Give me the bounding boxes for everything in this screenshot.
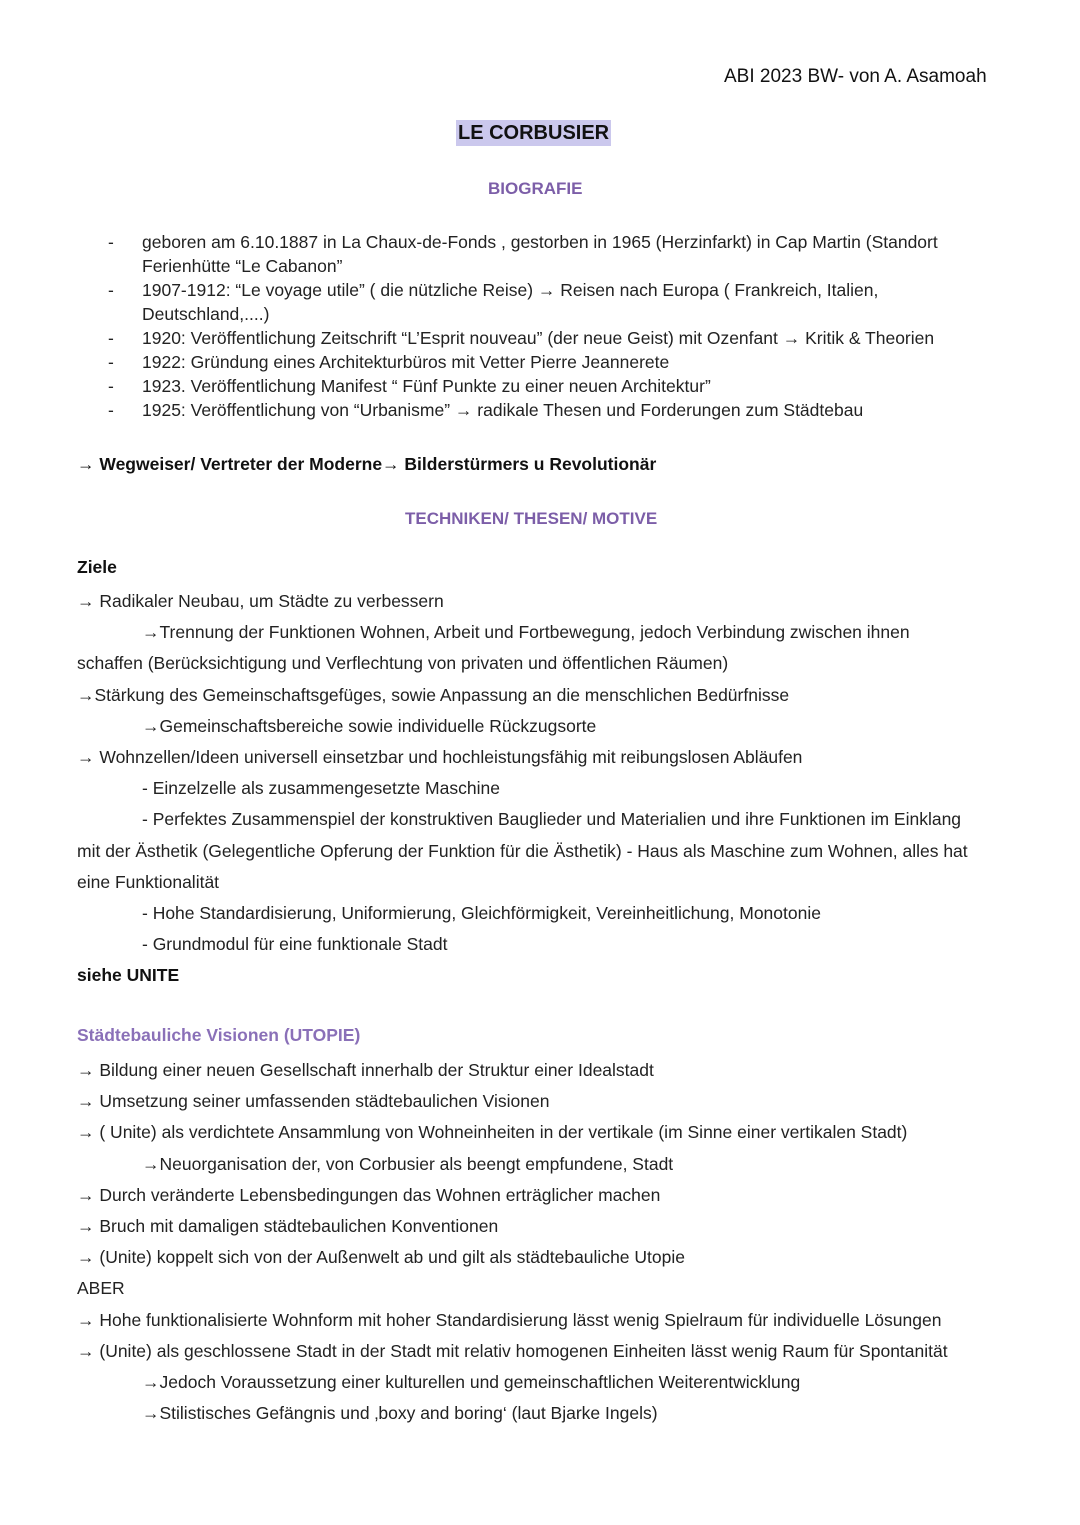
list-item-text: geboren am 6.10.1887 in La Chaux-de-Fonds , gestorben in 1965 (Herzinfarkt) in Cap Martin (Standort: [142, 232, 938, 252]
list-item: [108, 230, 938, 278]
list-item-text: 1922: Gründung eines Architekturbüros mit Vetter Pierre Jeannerete: [142, 352, 670, 372]
techniken-heading: TECHNIKEN/ THESEN/ MOTIVE: [405, 509, 658, 528]
list-dash: -: [108, 376, 114, 396]
text-line: → Hohe funktionalisierte Wohnform mit hoher Standardisierung lässt wenig Spielraum für individuelle Lösungen: [77, 1309, 942, 1330]
text-line: →Jedoch Voraussetzung einer kulturellen und gemeinschaftlichen Weiterentwicklung: [142, 1371, 801, 1392]
utopie-heading: Städtebauliche Visionen (UTOPIE): [77, 1025, 361, 1045]
text-line: → Wohnzellen/Ideen universell einsetzbar und hochleistungsfähig mit reibungslosen Abläufen: [77, 746, 803, 767]
list-item: [108, 398, 938, 422]
text-line: →Stilistisches Gefängnis und ‚boxy and boring‘ (laut Bjarke Ingels): [142, 1403, 658, 1424]
text-line: ABER: [77, 1278, 125, 1299]
text-line: →Gemeinschaftsbereiche sowie individuelle Rückzugsorte: [142, 715, 597, 736]
text-line: → Bildung einer neuen Gesellschaft innerhalb der Struktur einer Idealstadt: [77, 1060, 654, 1080]
text-line: → (Unite) als geschlossene Stadt in der Stadt mit relativ homogenen Einheiten lässt wenig Raum für Spontanität: [77, 1340, 948, 1361]
ziele-heading: Ziele: [77, 557, 117, 577]
siehe-unite: siehe UNITE: [77, 965, 180, 986]
author-note: ABI 2023 BW- von A. Asamoah: [724, 66, 987, 87]
list-item: [108, 374, 938, 398]
list-dash: -: [108, 280, 114, 300]
biografie-heading: BIOGRAFIE: [488, 179, 583, 198]
list-dash: -: [108, 232, 114, 252]
list-item-text: Deutschland,....): [142, 304, 270, 324]
text-line: → ( Unite) als verdichtete Ansammlung von Wohneinheiten in der vertikale (im Sinne einer vertikalen Stadt): [77, 1122, 908, 1143]
text-line: →Stärkung des Gemeinschaftsgefüges, sowie Anpassung an die menschlichen Bedürfnisse: [77, 684, 790, 705]
list-item-text: 1925: Veröffentlichung von “Urbanisme” → radikale Thesen und Forderungen zum Städtebau: [142, 400, 864, 420]
text-line: → Radikaler Neubau, um Städte zu verbessern: [77, 591, 444, 611]
biografie-list: [108, 230, 938, 422]
list-item: [108, 350, 938, 374]
text-line: →Neuorganisation der, von Corbusier als beengt empfundene, Stadt: [142, 1153, 674, 1174]
list-item: [108, 326, 938, 350]
ziele-section: [77, 586, 968, 991]
text-line: eine Funktionalität: [77, 871, 220, 892]
list-item-text: 1923. Veröffentlichung Manifest “ Fünf Punkte zu einer neuen Architektur”: [142, 376, 711, 396]
text-line: → Bruch mit damaligen städtebaulichen Konventionen: [77, 1215, 499, 1236]
text-line: - Einzelzelle als zusammengesetzte Maschine: [142, 778, 500, 799]
page-title: LE CORBUSIER: [458, 122, 610, 144]
summary-line: → Wegweiser/ Vertreter der Moderne→ Bilderstürmers u Revolutionär: [77, 454, 657, 474]
text-line: - Grundmodul für eine funktionale Stadt: [142, 934, 448, 955]
text-line: - Hohe Standardisierung, Uniformierung, Gleichförmigkeit, Vereinheitlichung, Monotonie: [142, 902, 821, 923]
list-dash: -: [108, 352, 114, 372]
text-line: - Perfektes Zusammenspiel der konstruktiven Bauglieder und Materialien und ihre Funktionen im Einklang: [142, 809, 962, 830]
list-dash: -: [108, 328, 114, 348]
text-line: → Umsetzung seiner umfassenden städtebaulichen Visionen: [77, 1091, 550, 1112]
list-item-text: Ferienhütte “Le Cabanon”: [142, 256, 343, 276]
list-item-text: 1907-1912: “Le voyage utile” ( die nützliche Reise) → Reisen nach Europa ( Frankreich, Italien,: [142, 280, 879, 300]
text-line: → Durch veränderte Lebensbedingungen das Wohnen erträglicher machen: [77, 1184, 661, 1205]
text-line: → (Unite) koppelt sich von der Außenwelt ab und gilt als städtebauliche Utopie: [77, 1247, 685, 1268]
list-dash: -: [108, 400, 114, 420]
text-line: schaffen (Berücksichtigung und Verflechtung von privaten und öffentlichen Räumen): [77, 653, 729, 674]
list-item-text: 1920: Veröffentlichung Zeitschrift “L’Esprit nouveau” (der neue Geist) mit Ozenfant → Kritik & Theorien: [142, 328, 935, 348]
utopie-section: [77, 1055, 948, 1429]
list-item: [108, 278, 938, 326]
text-line: →Trennung der Funktionen Wohnen, Arbeit und Fortbewegung, jedoch Verbindung zwischen ihnen: [142, 622, 910, 643]
text-line: mit der Ästhetik (Gelegentliche Opferung der Funktion für die Ästhetik) - Haus als Maschine zum Wohnen, alles hat: [77, 840, 968, 861]
